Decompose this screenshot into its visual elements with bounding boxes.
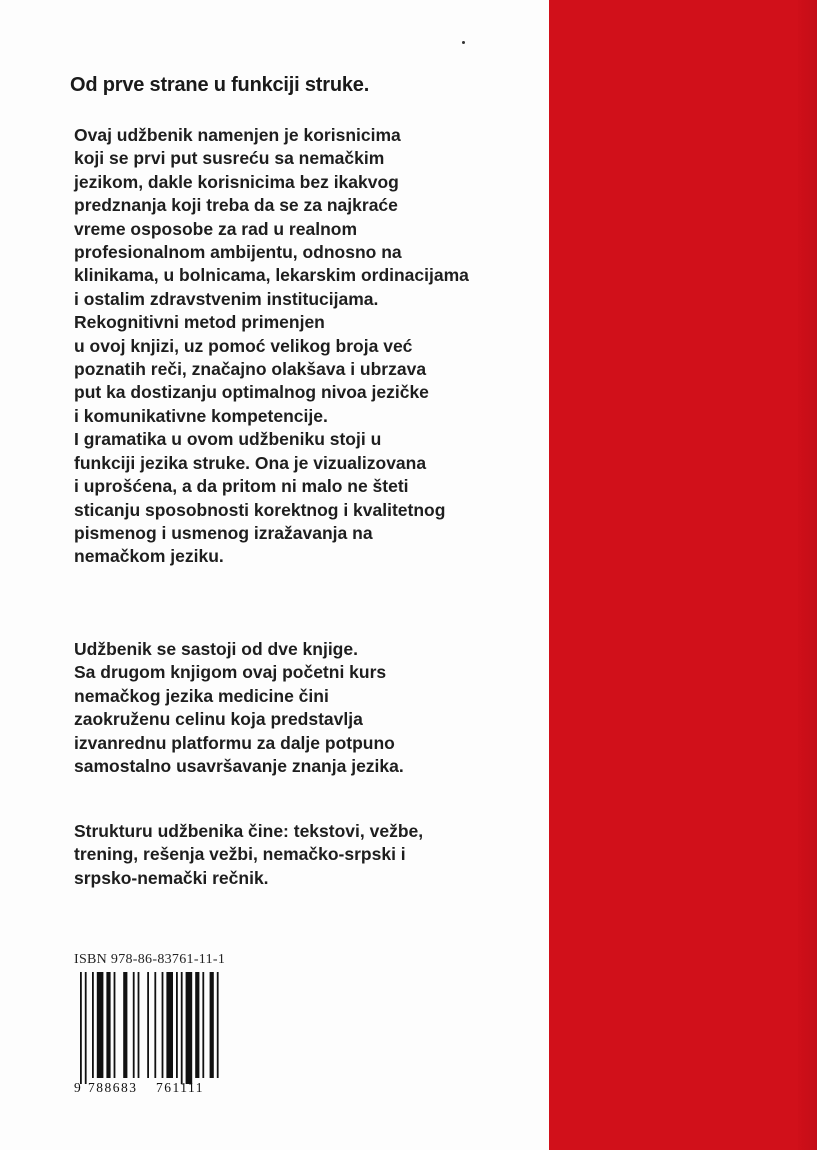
barcode-digits <box>74 1080 226 1100</box>
text-line: samostalno usavršavanje znanja jezika. <box>74 756 404 777</box>
text-line: I gramatika u ovom udžbeniku stoji u <box>74 429 382 450</box>
barcode-bar <box>154 972 156 1078</box>
text-line: put ka dostizanju optimalnog nivoa jezičke <box>74 382 429 403</box>
text-line: sticanju sposobnosti korektnog i kvalitetnog <box>74 499 446 520</box>
barcode-left-digits: 788683 <box>88 1080 138 1095</box>
text-line: i ostalim zdravstvenim institucijama. <box>74 288 379 309</box>
text-line: poznatih reči, značajno olakšava i ubrzava <box>74 359 427 380</box>
barcode-bar <box>181 972 183 1084</box>
barcode-bar <box>176 972 178 1078</box>
barcode-bar <box>210 972 214 1078</box>
isbn-barcode <box>74 972 226 1100</box>
text-line: klinikama, u bolnicama, lekarskim ordinacijama <box>74 265 469 286</box>
barcode-bar <box>106 972 110 1078</box>
description-paragraph-1 <box>74 124 469 569</box>
barcode-bar <box>195 972 199 1078</box>
barcode-first-digit: 9 <box>74 1080 81 1095</box>
barcode-bar <box>80 972 82 1084</box>
print-speck <box>462 41 465 44</box>
isbn-label: ISBN 978-86-83761-11-1 <box>74 952 226 967</box>
text-line: Ovaj udžbenik namenjen je korisnicima <box>74 125 401 145</box>
text-line: u ovoj knjizi, uz pomoć velikog broja već <box>74 335 413 356</box>
barcode-bar <box>97 972 104 1078</box>
barcode-bar <box>186 972 193 1084</box>
text-line: Udžbenik se sastoji od dve knjige. <box>74 639 358 659</box>
text-line: funkciji jezika struke. Ona je vizualizovana <box>74 452 427 473</box>
barcode-bar <box>133 972 135 1078</box>
text-line: nemačkog jezika medicine čini <box>74 685 329 706</box>
red-panel <box>549 0 817 1150</box>
text-line: i uprošćena, a da pritom ni malo ne šteti <box>74 476 409 497</box>
barcode-bars <box>74 972 226 1084</box>
description-paragraph-2 <box>74 638 404 778</box>
barcode-bar <box>138 972 140 1078</box>
text-line: srpsko-nemački rečnik. <box>74 867 269 888</box>
text-line: predznanja koji treba da se za najkraće <box>74 195 398 216</box>
barcode-right-digits: 761111 <box>156 1080 204 1095</box>
barcode-bar <box>202 972 204 1078</box>
description-paragraph-3 <box>74 820 423 890</box>
text-line: vreme osposobe za rad u realnom <box>74 218 358 239</box>
text-line: koji se prvi put susreću sa nemačkim <box>74 148 385 169</box>
text-line: Strukturu udžbenika čine: tekstovi, vežbe, <box>74 821 424 841</box>
barcode-bar <box>147 972 149 1078</box>
text-line: izvanrednu platformu za dalje potpuno <box>74 732 395 753</box>
text-line: pismenog i usmenog izražavanja na <box>74 522 373 543</box>
text-line: nemačkom jeziku. <box>74 546 224 567</box>
barcode-bar <box>114 972 116 1078</box>
barcode-bar <box>92 972 94 1078</box>
barcode-bar <box>217 972 219 1078</box>
barcode-bar <box>166 972 173 1078</box>
red-panel-edge <box>798 0 817 1150</box>
text-line: profesionalnom ambijentu, odnosno na <box>74 242 402 263</box>
text-line: i komunikativne kompetencije. <box>74 405 328 426</box>
text-line: Sa drugom knjigom ovaj početni kurs <box>74 662 387 683</box>
text-line: zaokruženu celinu koja predstavlja <box>74 709 363 730</box>
barcode-bar <box>123 972 127 1078</box>
barcode-bar <box>162 972 164 1078</box>
barcode-bar <box>85 972 87 1084</box>
cover-headline: Od prve strane u funkciji struke. <box>70 74 370 96</box>
text-line: trening, rešenja vežbi, nemačko-srpski i <box>74 844 406 865</box>
text-line: Rekognitivni metod primenjen <box>74 312 325 333</box>
text-line: jezikom, dakle korisnicima bez ikakvog <box>74 171 399 192</box>
